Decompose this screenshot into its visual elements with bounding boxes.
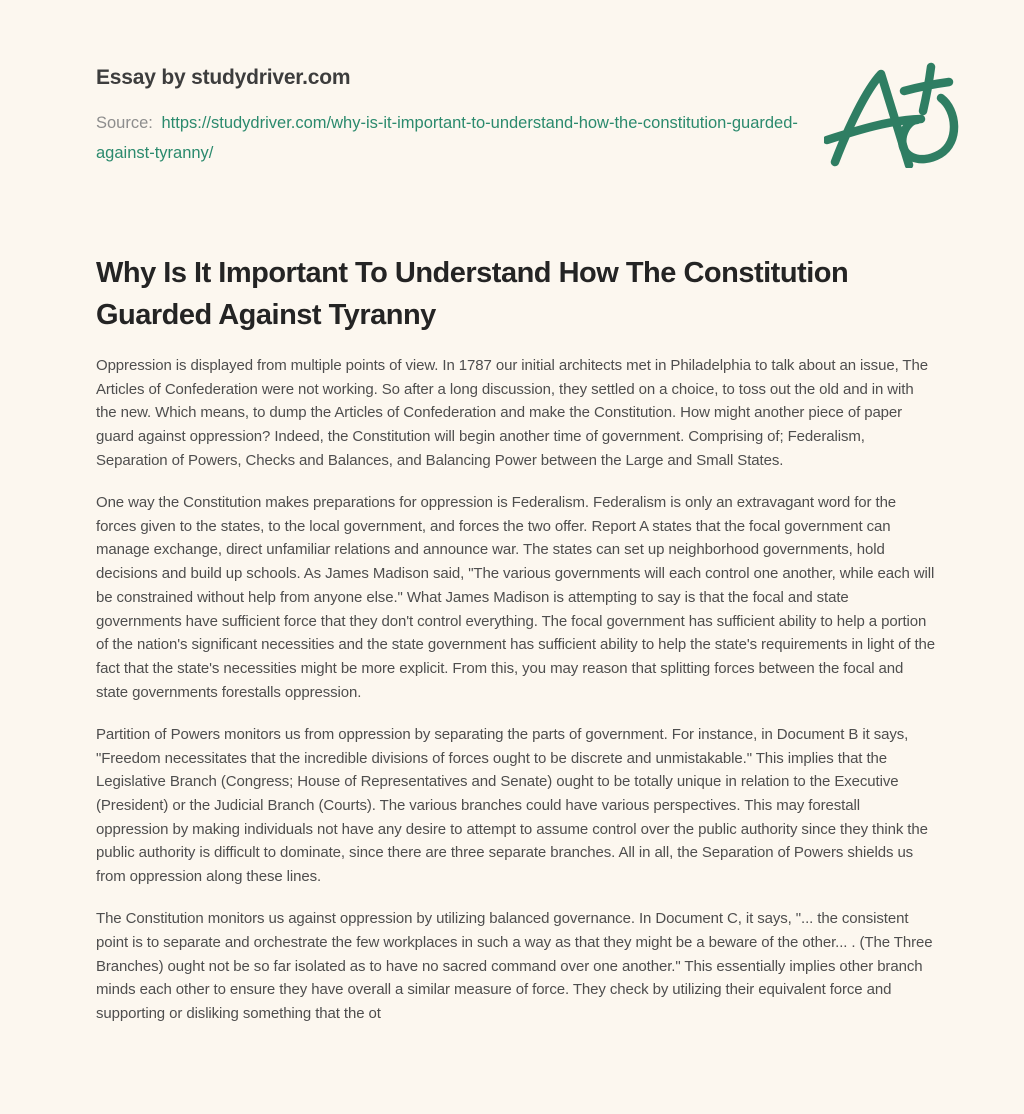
essay-body	[96, 354, 936, 1026]
essay-title: Why Is It Important To Understand How The Constitution Guarded Against Tyranny	[96, 257, 849, 331]
a-plus-logo-icon	[824, 58, 959, 168]
source-label: Source:	[96, 114, 153, 132]
essay-paragraph-1: Oppression is displayed from multiple points of view. In 1787 our initial architects met in Philadelphia to talk about an issue, The Articles of Confederation were not working. So after a long discussion, they settled on a choice, to toss out the old and in with the new. Which means, to dump the Articles of Confederation and make the Constitution. How might another piece of paper guard against oppression? Indeed, the Constitution will begin another time of government. Comprising of; Federalism, Separation of Powers, Checks and Balances, and Balancing Power between the Large and Small States.	[96, 357, 928, 469]
essay-paragraph-2: One way the Constitution makes preparations for oppression is Federalism. Federalism is only an extravagant word for the forces given to the states, to the local government, and forces the two offer. Report A states that the focal government can manage exchange, direct unfamiliar relations and announce war. The states can set up neighborhood governments, hold decisions and build up schools. As James Madison said, "The various governments will each control one another, while each will be constrained without help from anyone else." What James Madison is attempting to say is that the focal and state governments have sufficient force that they don't control everything. The focal government has sufficient ability to help a portion of the nation's significant necessities and the state government has sufficient ability to help the state's requirements in light of the fact that the state's necessities might be more explicit. From this, you may reason that splitting forces between the focal and state governments forestalls oppression.	[96, 494, 936, 701]
essay-byline: Essay by studydriver.com	[96, 66, 351, 89]
essay-paragraph-3: Partition of Powers monitors us from oppression by separating the parts of government. For instance, in Document B it says, "Freedom necessitates that the incredible divisions of forces ought to be discrete and unmistakable." This implies that the Legislative Branch (Congress; House of Representatives and Senate) ought to be totally unique in relation to the Executive (President) or the Judicial Branch (Courts). The various branches could have various perspectives. This may forestall oppression by making individuals not have any desire to attempt to assume control over the public authority since they think the public authority is difficult to dominate, since there are three separate branches. All in all, the Separation of Powers shields us from oppression along these lines.	[96, 725, 928, 886]
source-link[interactable]: https://studydriver.com/why-is-it-important-to-understand-how-the-constitution-guarded-against-tyranny/	[96, 114, 798, 162]
source-line	[96, 108, 856, 168]
essay-paragraph-4: The Constitution monitors us against oppression by utilizing balanced governance. In Document C, it says, "... the consistent point is to separate and orchestrate the few workplaces in such a way as that they might be a beware of the other... . (The Three Branches) ought not be so far isolated as to have no sacred command over one another." This essentially implies other branch minds each other to ensure they have overall a similar measure of force. They check by utilizing their equivalent force and supporting or disliking something that the ot	[96, 910, 933, 1023]
